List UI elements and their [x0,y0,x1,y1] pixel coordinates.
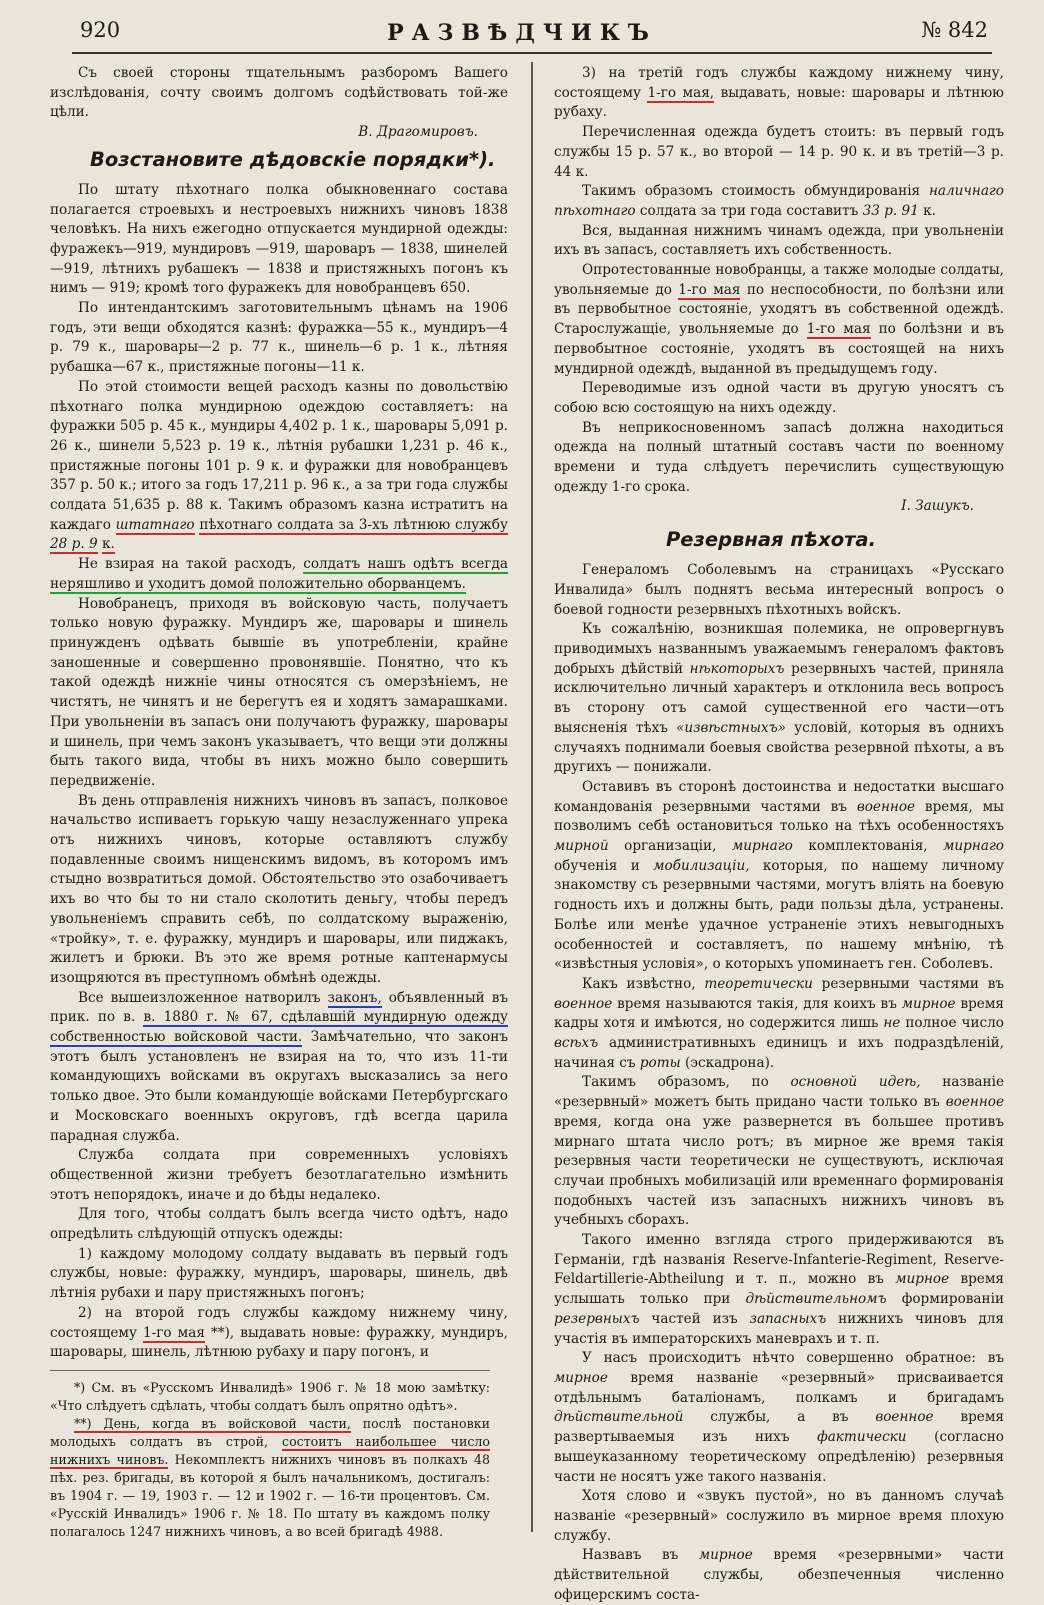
list-item: 1) каждому молодому солдату выдавать въ первый годъ службы, новые: фуражку, мундиръ, шаровары, шинель, двѣ лѣтнія рубахи и пару пристяжныхъ погонъ; [50,1245,508,1302]
paragraph: Оставивъ въ сторонѣ достоинства и недостатки высшаго командованія резервными частями въ военное время, мы позволимъ себѣ остановиться только на тѣхъ особенностяхъ мирной организаціи, мирнаго комплектованія, мирнаго обученія и мобилизаціи, которыя, по нашему личному знакомству съ резервными частями, могутъ вліять на боевую годность ихъ и должны быть, ради пользы дѣла, устранены. Болѣе или менѣе удачное устраненіе этихъ невыгодныхъ особенностей и составляетъ, по нашему мнѣнію, тѣ «извѣстныя условія», о которыхъ упоминаетъ ген. Соболевъ. [554,778,1004,973]
page-number: 920 [80,18,121,42]
paragraph: Переводимые изъ одной части въ другую уносятъ съ собою всю состоящую на нихъ одежду. [554,380,1004,416]
issue-number: № 842 [921,18,988,42]
article-signature: І. Зашукъ. [901,498,974,515]
underlined-text: состоитъ наибольшее число нижнихъ чиновъ. [50,1434,490,1467]
underlined-text: к. [101,536,115,553]
list-item: 3) на третій годъ службы каждому нижнему чину, состоящему 1-го мая, выдавать, новые: шаровары и лѣтнюю рубаху. [554,65,1004,121]
footnote: **) День, когда въ войсковой части, послѣ постановки молодыхъ солдатъ въ строй, состоитъ наибольшее число нижнихъ чиновъ. Некомплектъ нижнихъ чиновъ въ полкахъ 48 пѣх. рез. бригады, въ которой я былъ начальникомъ, достигалъ: въ 1904 г. — 19, 1903 г. — 12 и 1902 г. — 16-ти процентовъ. См. «Русскій Инвалидъ» 1906 г. № 18. По штату въ каждомъ полку полагалось 1247 нижнихъ чиновъ, а во всей бригадѣ 4988. [50,1416,490,1539]
underlined-text: 1-го мая [143,1324,205,1341]
underlined-text: 1-го мая, [647,84,715,101]
underlined-text: солдатъ нашъ одѣтъ всегда неряшливо и уходитъ домой положительно оборванцемъ. [50,556,508,592]
paragraph: Въ неприкосновенномъ запасѣ должна находиться одежда на полный штатный составъ части по военному времени и туда слѣдуетъ перечислить существующую одежду 1-го срока. [554,419,1004,495]
paragraph: Какъ извѣстно, теоретически резервными частями въ военное время называются такія, для коихъ въ мирное время кадры хотя и имѣются, но содержится лишь не полное число всѣхъ административныхъ единицъ и ихъ подраздѣленій, начиная съ роты (эскадрона). [554,975,1005,1071]
paragraph: У насъ происходитъ нѣчто совершенно обратное: въ мирное время названіе «резервный» присваивается отдѣльнымъ баталіонамъ, полкамъ и бригадамъ дѣйствительной службы, а въ военное время развертываемыя изъ нихъ фактически (согласно вышеуказанному теоретическому опредѣленію) резервныя части не носятъ уже такого названія. [554,1350,1004,1485]
journal-title: РАЗВѢДЧИКЪ [387,20,657,46]
paragraph: Все вышеизложенное натворилъ законъ, объявленный въ прик. по в. в. 1880 г. № 67, сдѣлавшій мундирную одежду собственностью войсковой части. Замѣчательно, что законъ этотъ былъ установленъ не взирая на то, что изъ 11-ти командующихъ войсками въ округахъ высказались за него только двое. Это были командующіе войсками Петербургскаго и Московскаго военныхъ округовъ, гдѣ всегда царила парадная служба. [50,989,509,1144]
paragraph: Такимъ образомъ, по основной идеѣ, названіе «резервный» можетъ быть придано части только въ военное время, когда она уже развернется въ большее противъ мирнаго штата число ротъ; въ мирное же время такія резервныя части теоретически не существуютъ, исключая случаи пробныхъ мобилизацій или временнаго формированія подобныхъ частей изъ запасныхъ нижнихъ чиновъ въ учебныхъ сборахъ. [554,1074,1004,1229]
paragraph: Назвавъ въ мирное время «резервными» части дѣйствительной службы, обезпеченныя численно офицерскимъ соста- [554,1547,1004,1603]
list-item: 2) на второй годъ службы каждому нижнему чину, состоящему 1-го мая **), выдавать новые: фуражку, мундиръ, шаровары, шинель, лѣтнюю рубаху и пару погонъ, и [50,1304,508,1361]
paragraph: Такимъ образомъ стоимость обмундированія наличнаго пѣхотнаго солдата за три года составитъ 33 р. 91 к. [554,183,1004,219]
paragraph: Для того, чтобы солдатъ былъ всегда чисто одѣтъ, надо опредѣлить слѣдующій отпускъ одежды: [50,1206,508,1243]
footnotes [50,1370,490,1541]
header-rule [72,52,992,54]
underlined-text: пѣхотнаго солдата за 3-хъ лѣтнюю службу [199,516,508,533]
underlined-text: в. 1880 г. № 67, сдѣлавшій мундирную одежду собственностью войсковой части. [50,1009,508,1046]
left-column [50,64,508,1541]
paragraph: Вся, выданная нижнимъ чинамъ одежда, при увольненіи ихъ въ запасъ, составляетъ ихъ собственность. [554,222,1004,259]
paragraph: Новобранецъ, приходя въ войсковую часть, получаетъ только новую фуражку. Мундиръ же, шаровары и шинель принужденъ одѣвать бывшіе въ употребленіи, крайне заношенные и совершенно провонявшіе. Понятно, что къ такой одеждѣ нижніе чины относятся съ омерзѣніемъ, не чистятъ, не чинятъ и не берегутъ ея и ходятъ замарашками. При увольненіи въ запасъ они получаютъ фуражку, шаровары и шинель, при чемъ законъ указываетъ, что вещи эти должны быть такого вида, чтобы въ нихъ можно было совершить передвиженіе. [50,595,508,789]
intro-signature: В. Драгомировъ. [358,124,478,141]
paragraph: По штату пѣхотнаго полка обыкновеннаго состава полагается строевыхъ и нестроевыхъ нижнихъ чиновъ 1838 человѣкъ. На нихъ ежегодно отпускается мундирной одежды: фуражекъ—919, мундировъ —919, шароваръ — 1838, шинелей—919, лѣтнихъ рубашекъ — 1838 и пристяжныхъ погонъ къ нимъ — 919; кромѣ того фуражекъ для новобранцевъ 650. [50,181,508,297]
paragraph: Перечисленная одежда будетъ стоить: въ первый годъ службы 15 р. 57 к., во второй — 14 р. 90 к. и въ третій—3 р. 44 к. [554,124,1004,180]
paragraph: Хотя слово и «звукъ пустой», но въ данномъ случаѣ названіе «резервный» сослужило въ мирное время плохую службу. [554,1488,1004,1544]
underlined-text: 1-го мая [806,321,871,338]
underlined-text: 1-го мая [678,281,741,298]
column-divider [531,62,533,1532]
article-title: Резервная пѣхота. [666,528,876,552]
paragraph: Такого именно взгляда строго придерживаются въ Германіи, гдѣ названія Reserve-Infanterie-Regiment, Reserve-Feldartillerie-Abtheilung и т. п., можно въ мирное время услышать только при дѣйствительномъ формированіи резервныхъ частей изъ запасныхъ нижнихъ чиновъ для участія въ императорскихъ маневрахъ и т. п. [554,1232,1005,1347]
underlined-text: **) День, когда въ войсковой части, [74,1416,351,1431]
article-title: Возстановите дѣдовскіе порядки*). [90,147,496,171]
paragraph: Въ день отправленія нижнихъ чиновъ въ запасъ, полковое начальство испиваетъ горькую чашу незаслуженнаго упрека отъ нижнихъ чиновъ, которые оставляютъ службу подавленные своимъ нищенскимъ видомъ, въ которомъ имъ стыдно возвратиться домой. Обстоятельство это озабочиваетъ ихъ во что бы то ни стало сколотить деньгу, чтобы передъ увольненіемъ справить себѣ, по солдатскому выраженію, «тройку», т. е. фуражку, мундиръ и шаровары, или пиджакъ, жилетъ и брюки. Въ это же время ротные каптенармусы изощряются въ преступномъ обмѣнѣ одежды. [50,792,508,986]
right-column [554,64,1004,1605]
paragraph: Къ сожалѣнію, возникшая полемика, не опровергнувъ приводимыхъ названнымъ уважаемымъ генераломъ фактовъ добрыхъ дѣйствій нѣкоторыхъ резервныхъ частей, приняла исключительно личный характеръ и отклонила весь вопросъ въ сторону отъ самой существенной его части—отъ выясненія тѣхъ «извѣстныхъ» условій, которыя въ однихъ случаяхъ поднимали боевыя свойства резервной пѣхоты, а въ другихъ — понижали. [554,621,1004,776]
underlined-text: штатнаго [115,516,195,533]
underlined-text: 28 р. 9 [50,536,98,553]
underlined-text: законъ, [327,989,382,1006]
page-header [0,0,1044,52]
paragraph: Не взирая на такой расходъ, солдатъ нашъ одѣтъ всегда неряшливо и уходитъ домой положительно оборванцемъ. [50,556,508,592]
intro-paragraph: Съ своей стороны тщательнымъ разборомъ Вашего изслѣдованія, сочту своимъ долгомъ содѣйствовать той-же цѣли. [50,65,508,121]
paragraph: По этой стоимости вещей расходъ казны по довольствію пѣхотнаго полка мундирною одеждою составляетъ: на фуражки 505 р. 45 к., мундиры 4,402 р. 1 к., шаровары 5,091 р. 26 к., шинели 5,523 р. 19 к., лѣтнія рубашки 1,231 р. 46 к., пристяжные погоны 101 р. 9 к. и фуражки для новобранцевъ 357 р. 50 к.; итого за годъ 17,211 р. 96 к., а за три года службы солдата 51,635 р. 88 к. Такимъ образомъ казна истратитъ на каждаго штатнаго пѣхотнаго солдата за 3-хъ лѣтнюю службу 28 р. 9 к. [50,378,508,553]
footnote: *) См. въ «Русскомъ Инвалидѣ» 1906 г. № 18 мою замѣтку: «Что слѣдуетъ сдѣлать, чтобы солдатъ былъ опрятно одѣтъ». [50,1380,490,1413]
paragraph: По интендантскимъ заготовительнымъ цѣнамъ на 1906 годъ, эти вещи обходятся казнѣ: фуражка—55 к., мундиръ—4 р. 79 к., шаровары—2 р. 77 к., шинель—6 р. 1 к., лѣтняя рубашка—67 к., пристяжные погоны—11 к. [50,300,508,376]
paragraph: Генераломъ Соболевымъ на страницахъ «Русскаго Инвалида» былъ поднятъ весьма интересный вопросъ о боевой годности резервныхъ пѣхотныхъ войскъ. [554,562,1004,618]
paragraph: Служба солдата при современныхъ условіяхъ общественной жизни требуетъ безотлагательно измѣнить этотъ непорядокъ, иначе и до бѣды недалеко. [50,1147,508,1203]
paragraph: Опротестованные новобранцы, а также молодые солдаты, увольняемые до 1-го мая по неспособности, по болѣзни или въ первобытное состояніе, уходятъ въ собственной одеждѣ. Старослужащіе, увольняемые до 1-го мая по болѣзни и въ первобытное состояніе, уходятъ въ состоящей на нихъ мундирной одеждѣ, выданной въ предыдущемъ году. [554,262,1005,377]
